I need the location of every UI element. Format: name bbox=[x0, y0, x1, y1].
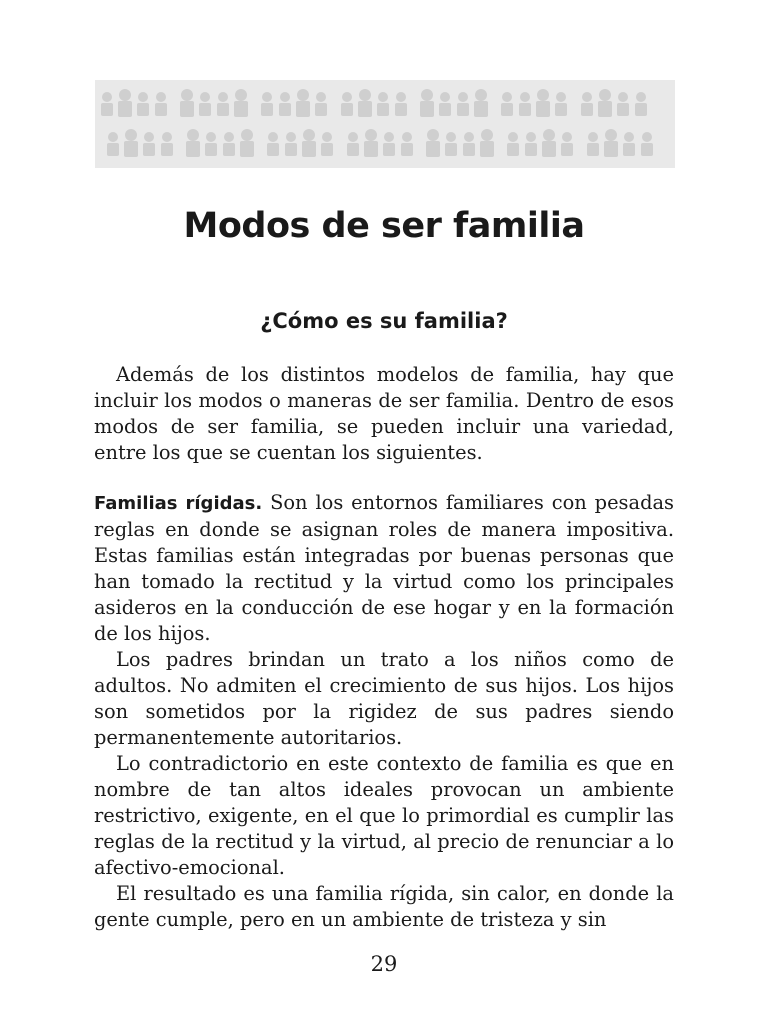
family-figure-icon bbox=[137, 92, 149, 116]
family-figure-icon bbox=[279, 92, 291, 116]
family-figure-icon bbox=[463, 132, 475, 156]
family-figure-icon bbox=[641, 132, 653, 156]
family-figure-icon bbox=[457, 92, 469, 116]
family-figure-icon bbox=[623, 132, 635, 156]
family-figure-icon bbox=[302, 129, 316, 157]
family-figure-icon bbox=[635, 92, 647, 116]
section-subtitle: ¿Cómo es su familia? bbox=[260, 309, 508, 333]
family-figure-icon bbox=[395, 92, 407, 116]
family-figure-icon bbox=[223, 132, 235, 156]
family-figure-icon bbox=[474, 89, 488, 117]
family-figure-icon bbox=[118, 89, 132, 117]
family-figure-icon bbox=[604, 129, 618, 157]
family-figure-icon bbox=[561, 132, 573, 156]
family-figure-icon bbox=[358, 89, 372, 117]
family-figure-icon bbox=[186, 129, 200, 157]
section-paragraph: Los padres brindan un trato a los niños como de adultos. No admiten el crecimiento de sus hijos. Los hijos son sometidos por la rigidez de sus padres siendo permanentemente autoritarios. bbox=[94, 648, 674, 749]
family-figure-icon bbox=[507, 132, 519, 156]
family-figure-icon bbox=[261, 92, 273, 116]
section-paragraph: Lo contradictorio en este contexto de familia es que en nombre de tan altos ideales provocan un ambiente restrictivo, exigente, en el que lo primordial es cumplir las reglas de la rectitud y la virtud, al precio de renunciar a lo afectivo-emocional. bbox=[94, 752, 674, 879]
family-figure-icon bbox=[617, 92, 629, 116]
family-figure-icon bbox=[383, 132, 395, 156]
family-figure-icon bbox=[161, 132, 173, 156]
family-figure-icon bbox=[143, 132, 155, 156]
family-figure-icon bbox=[401, 132, 413, 156]
family-figure-icon bbox=[426, 129, 440, 157]
family-figure-icon bbox=[519, 92, 531, 116]
family-figure-icon bbox=[501, 92, 513, 116]
section-rigid-families bbox=[94, 490, 674, 933]
family-figure-icon bbox=[587, 132, 599, 156]
family-figure-icon bbox=[364, 129, 378, 157]
family-figure-icon bbox=[420, 89, 434, 117]
section-lead-in: Familias rígidas. bbox=[94, 493, 263, 514]
section-paragraph bbox=[94, 490, 674, 647]
family-figure-icon bbox=[581, 92, 593, 116]
family-figure-icon bbox=[445, 132, 457, 156]
family-figure-icon bbox=[341, 92, 353, 116]
family-figure-icon bbox=[480, 129, 494, 157]
family-figure-icon bbox=[536, 89, 550, 117]
page-number: 29 bbox=[370, 952, 398, 976]
family-figure-icon bbox=[598, 89, 612, 117]
family-figures-pattern-icon bbox=[95, 80, 675, 168]
section-paragraph: El resultado es una familia rígida, sin calor, en donde la gente cumple, pero en un ambiente de tristeza y sin bbox=[94, 882, 674, 931]
family-figures-banner bbox=[95, 80, 675, 168]
family-figure-icon bbox=[285, 132, 297, 156]
family-figure-icon bbox=[107, 132, 119, 156]
family-figure-icon bbox=[155, 92, 167, 116]
family-figure-icon bbox=[205, 132, 217, 156]
family-figure-icon bbox=[124, 129, 138, 157]
family-figure-icon bbox=[321, 132, 333, 156]
section-paragraph-text: Son los entornos familiares con pesadas reglas en donde se asignan roles de manera impositiva. Estas familias están integradas por buenas personas que han tomado la rectitud y la virtud como los principales asideros en la conducción de ese hogar y en la formación de los hijos. bbox=[94, 491, 674, 645]
family-figure-icon bbox=[180, 89, 194, 117]
family-figure-icon bbox=[377, 92, 389, 116]
family-figure-icon bbox=[296, 89, 310, 117]
family-figure-icon bbox=[217, 92, 229, 116]
intro-text bbox=[94, 362, 674, 466]
family-figure-icon bbox=[101, 92, 113, 116]
family-figure-icon bbox=[234, 89, 248, 117]
intro-paragraph: Además de los distintos modelos de familia, hay que incluir los modos o maneras de ser familia. Dentro de esos modos de ser familia, se pueden incluir una variedad, entre los que se cuentan los siguientes. bbox=[94, 363, 674, 464]
family-figure-icon bbox=[199, 92, 211, 116]
family-figure-icon bbox=[525, 132, 537, 156]
family-figure-icon bbox=[240, 129, 254, 157]
family-figure-icon bbox=[542, 129, 556, 157]
family-figure-icon bbox=[555, 92, 567, 116]
family-figure-icon bbox=[315, 92, 327, 116]
page-title: Modos de ser familia bbox=[183, 206, 585, 246]
family-figure-icon bbox=[267, 132, 279, 156]
family-figure-icon bbox=[439, 92, 451, 116]
family-figure-icon bbox=[347, 132, 359, 156]
